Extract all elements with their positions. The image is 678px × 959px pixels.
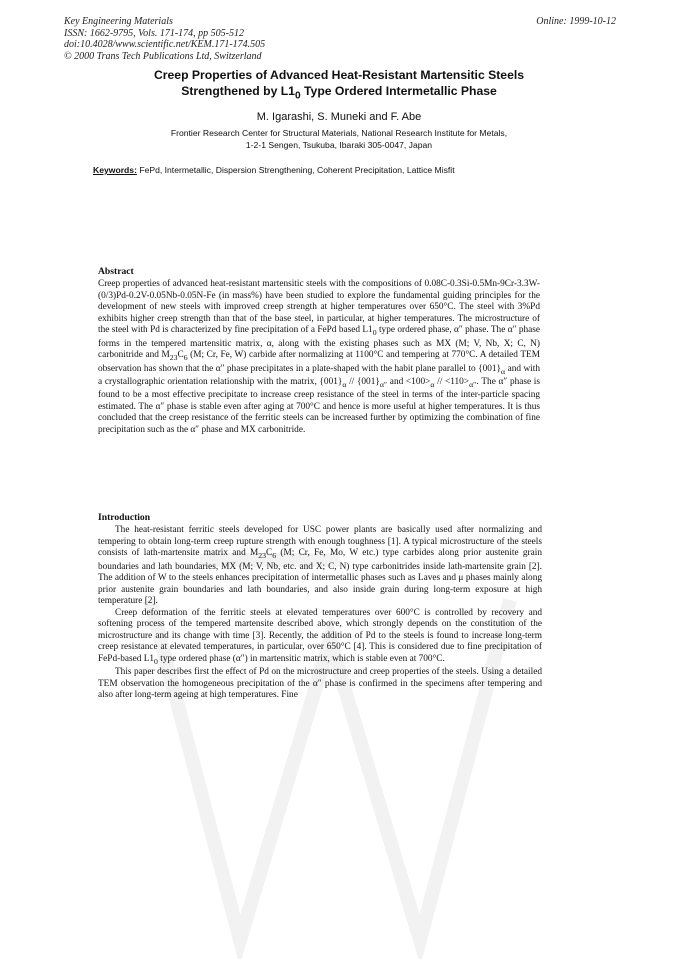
abstract-run: C: [177, 350, 184, 361]
abstract-sub: α: [430, 379, 435, 389]
doi-line: doi:10.4028/www.scientific.net/KEM.171-174.505: [64, 39, 266, 51]
introduction-text: [98, 525, 542, 702]
abstract-run: // {001}: [346, 376, 380, 387]
copyright-line: © 2000 Trans Tech Publications Ltd, Switzerland: [64, 50, 262, 62]
issn-line: ISSN: 1662-9795, Vols. 171-174, pp 505-512: [64, 27, 244, 39]
affiliation-line-2: 1-2-1 Sengen, Tsukuba, Ibaraki 305-0047, Japan: [245, 139, 433, 150]
abstract-sub: 0: [372, 328, 377, 338]
abstract-sub: α: [501, 366, 506, 376]
title-subscript: 0: [294, 89, 301, 101]
intro-sub: 23: [258, 550, 267, 560]
abstract-sub: α: [342, 379, 347, 389]
online-date: Online: 1999-10-12: [536, 16, 616, 27]
title-line-2-pre: Strengthened by L1: [181, 83, 295, 98]
intro-run: (M; Cr, Fe, Mo, W etc.) type carbides along prior austenite grain boundaries and lath boundaries, MX (M; V, Nb, etc. and X; C, N) type carbonitrides inside lath-martensite grain [2]. The addition of W to the steels enhances precipitation of intermetallic phases such as Laves and μ phases mainly along prior austenite grain boundaries and lath boundaries, and also inside grain during long-term exposure at high temperature [2].: [98, 548, 542, 607]
intro-run: C: [266, 548, 273, 559]
journal-header: [64, 16, 616, 62]
abstract-heading: Abstract: [98, 266, 134, 277]
intro-paragraph-1: [98, 525, 542, 608]
title-line-2: [60, 84, 618, 104]
journal-name: Key Engineering Materials: [64, 16, 173, 27]
abstract-sub: α″: [379, 379, 388, 389]
intro-run: The heat-resistant ferritic steels developed for USC power plants are basically used after normalizing and tempering to obtain long-term creep rupture strength with enough toughness [1]. A typical microstructure of the steels consists of lath-martensite matrix and M: [98, 525, 542, 559]
abstract-sub: 23: [169, 353, 178, 362]
intro-sub: 0: [154, 656, 158, 666]
abstract-run: (M; Cr, Fe, W) carbide after normalizing at 1100°C and tempering at 770°C. A detailed TEM observation has shown that the α″ phase precipitates in a plate-shaped with the habit plane parallel to {001}: [98, 350, 540, 374]
title-line-1: Creep Properties of Advanced Heat-Resistant Martensitic Steels: [153, 68, 525, 82]
intro-sub: 6: [272, 550, 277, 560]
introduction-heading: Introduction: [98, 512, 151, 523]
abstract-run: type ordered phase, α″ phase. The α″ phase forms in the tempered martensitic matrix, α, along with the existing phases such as MX (M; V, Nb, X; C, N) carbonitride and M: [98, 325, 540, 361]
abstract-run: and <100>: [387, 376, 431, 387]
abstract-sub: α″: [469, 379, 477, 389]
abstract-run: and with a crystallographic orientation relationship with the matrix, {001}: [98, 363, 540, 387]
intro-paragraph-3: This paper describes first the effect of Pd on the microstructure and creep properties of the steels. Using a detailed TEM observation the homogeneous precipitation of the α″ phase is confirmed in the specimens after tempering and also after long-term ageing at high temperatures. Fine: [98, 667, 542, 701]
title-line-2-post: Type Ordered Intermetallic Phase: [300, 83, 497, 98]
affiliation-line-1: Frontier Research Center for Structural Materials, National Research Institute for Metals,: [170, 128, 508, 138]
abstract-section: [98, 266, 540, 437]
introduction-section: [98, 512, 542, 702]
abstract-text: [98, 279, 540, 437]
abstract-run: // <110>: [434, 376, 470, 387]
abstract-run: . The α″ phase is found to be a most effective precipitate to increase creep resistance of the steel in terms of the inter-particle spacing estimated. The α″ phase is stable even after aging at 700°C and hence is more useful at higher temperatures. It is thus concluded that the creep resistance of the ferritic steels can be increased further by optimizing the combination of fine precipitation such as the α″ phase and MX carbonitride.: [98, 376, 540, 435]
intro-run: Creep deformation of the ferritic steels at elevated temperatures over 600°C is controlled by recovery and softening process of the tempered martensite described above, which strongly depends on the constitution of the microstructure and its change with time [3]. Recently, the addition of Pd to the steels is found to increase long-term creep resistance at elevated temperatures, in particular, over 650°C [4]. This is considered due to fine precipitation of FePd-based L1: [98, 607, 542, 664]
affiliation: [60, 128, 618, 151]
keywords: [93, 165, 593, 175]
abstract-run: Creep properties of advanced heat-resistant martensitic steels with the compositions of 0.08C-0.3Si-0.5Mn-9Cr-3.3W-(0/3)Pd-0.2V-0.05Nb-0.05N-Fe (in mass%) have been studied to explore the fundamental guiding principles for the development of new steels with improved creep strength at higher temperatures over 650°C. The steel with 3%Pd exhibits higher creep strength than that of the base steel, in particular, at higher temperatures. The microstructure of the steel with Pd is characterized by fine precipitation of a FePd based L1: [98, 279, 540, 336]
paper-title: [60, 68, 618, 103]
intro-paragraph-2: [98, 608, 542, 668]
authors: M. Igarashi, S. Muneki and F. Abe: [256, 111, 422, 123]
keywords-label: Keywords:: [93, 165, 137, 175]
keywords-text: FePd, Intermetallic, Dispersion Strengthening, Coherent Precipitation, Lattice Misfit: [136, 165, 455, 175]
intro-run: type ordered phase (α″) in martensitic matrix, which is stable even at 700°C.: [157, 653, 445, 664]
abstract-sub: 6: [183, 353, 188, 362]
